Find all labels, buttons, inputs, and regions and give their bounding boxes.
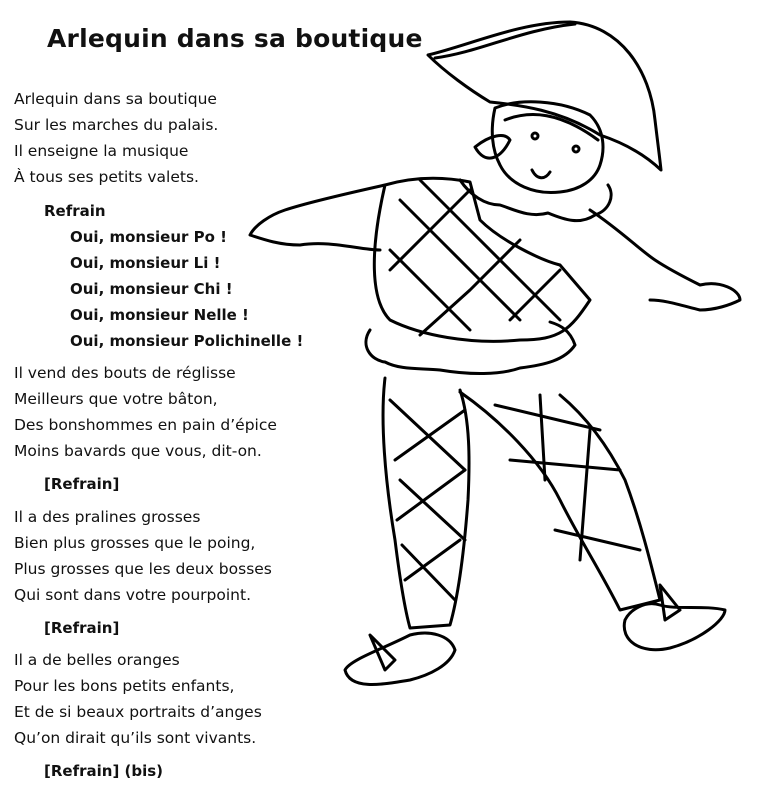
refrain-line-5: Oui, monsieur Polichinelle ! (70, 332, 304, 350)
verse-4-line-1: Il a de belles oranges (14, 651, 180, 669)
refrain-line-3: Oui, monsieur Chi ! (70, 280, 233, 298)
verse-3-line-2: Bien plus grosses que le poing, (14, 534, 256, 552)
left-arm-icon (250, 185, 385, 250)
refrain-line-1: Oui, monsieur Po ! (70, 228, 228, 246)
verse-3-line-1: Il a des pralines grosses (14, 508, 201, 526)
verse-1-line-1: Arlequin dans sa boutique (14, 90, 217, 108)
torso-icon (374, 178, 590, 341)
verse-1-line-4: À tous ses petits valets. (14, 168, 199, 186)
verse-1-line-2: Sur les marches du palais. (14, 116, 219, 134)
refrain-line-2: Oui, monsieur Li ! (70, 254, 221, 272)
refrain-label: Refrain (44, 202, 106, 220)
verse-4-line-3: Et de si beaux portraits d’anges (14, 703, 262, 721)
left-shoe-icon (345, 633, 455, 684)
verse-3-line-4: Qui sont dans votre pourpoint. (14, 586, 252, 604)
verse-2-line-3: Des bonshommes en pain d’épice (14, 416, 277, 434)
refrain-marker-3: [Refrain] (bis) (44, 762, 164, 780)
skirt-frill-icon (366, 322, 575, 374)
right-shoe-icon (624, 604, 725, 650)
face-icon (492, 102, 603, 193)
verse-4-line-2: Pour les bons petits enfants, (14, 677, 235, 695)
page-title: Arlequin dans sa boutique (47, 24, 423, 53)
refrain-marker-2: [Refrain] (44, 619, 120, 637)
verse-2-line-4: Moins bavards que vous, dit-on. (14, 442, 262, 460)
refrain-marker-1: [Refrain] (44, 475, 120, 493)
verse-4-line-4: Qu’on dirait qu’ils sont vivants. (14, 729, 257, 747)
right-leg-icon (460, 392, 660, 610)
right-arm-icon (590, 210, 740, 310)
verse-2-line-1: Il vend des bouts de réglisse (14, 364, 236, 382)
refrain-line-4: Oui, monsieur Nelle ! (70, 306, 249, 324)
verse-3-line-3: Plus grosses que les deux bosses (14, 560, 272, 578)
collar-icon (460, 180, 611, 221)
left-leg-icon (383, 378, 469, 628)
verse-1-line-3: Il enseigne la musique (14, 142, 189, 160)
hat-icon (428, 22, 661, 170)
verse-2-line-2: Meilleurs que votre bâton, (14, 390, 218, 408)
